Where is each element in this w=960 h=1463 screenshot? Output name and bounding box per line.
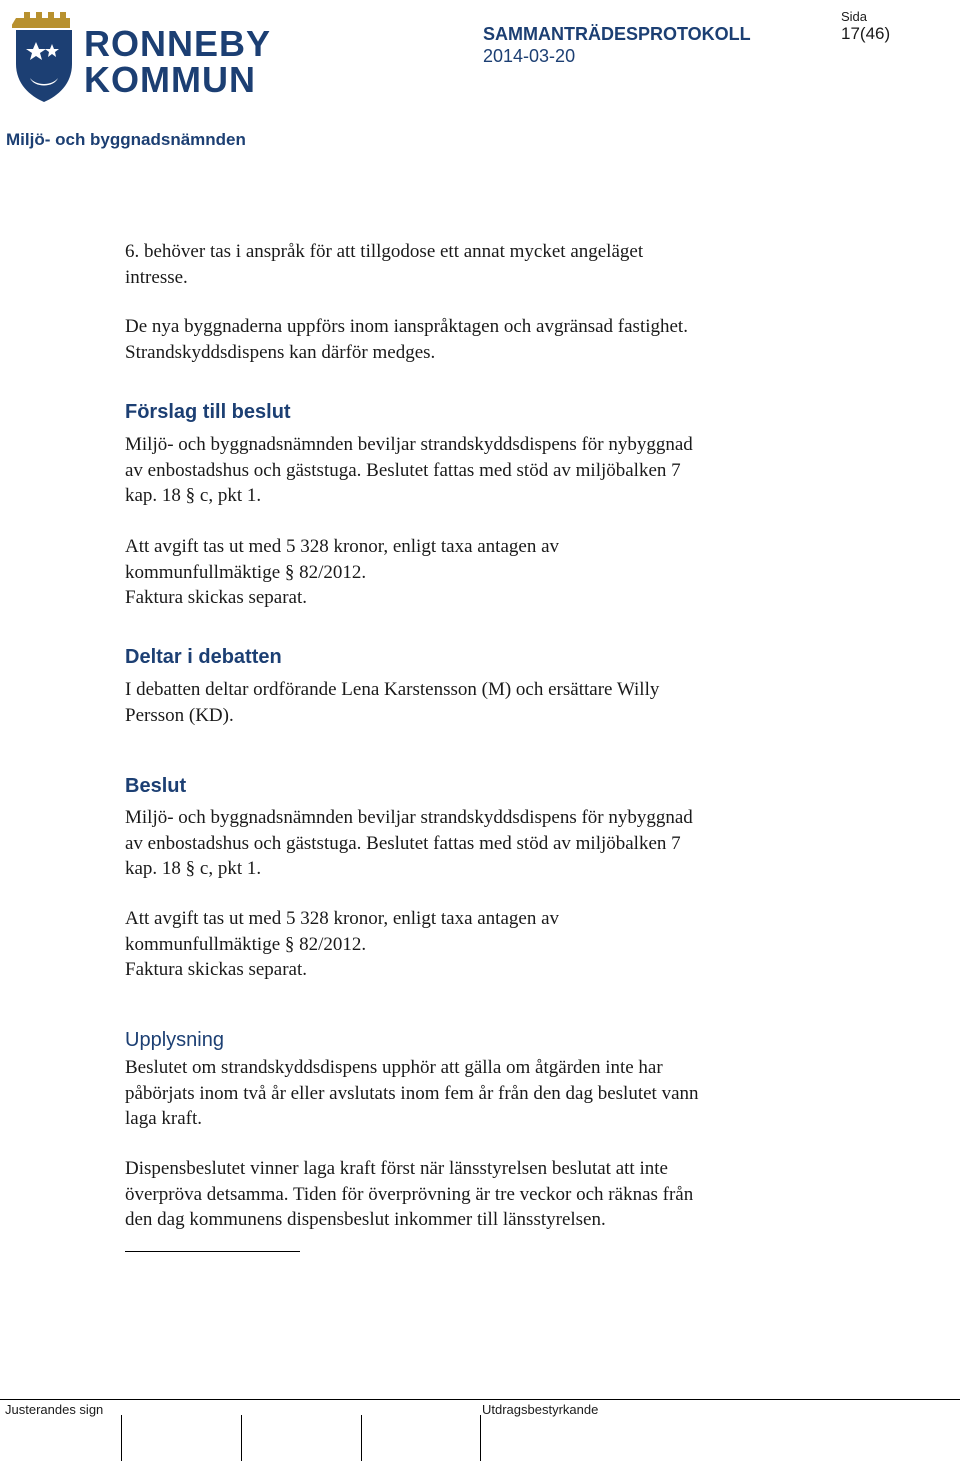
document-type: SAMMANTRÄDESPROTOKOLL — [483, 24, 751, 44]
paragraph-proposal-fee: Att avgift tas ut med 5 328 kronor, enligt taxa antagen av kommunfullmäktige § 82/2012. Faktura skickas separat. — [125, 536, 560, 608]
end-of-section-line — [125, 1251, 300, 1252]
paragraph-proposal: Miljö- och byggnadsnämnden beviljar strandskyddsdispens för nybyggnad av enbostadshus och gäststuga. Beslutet fattas med stöd av miljöbalken 7 kap. 18 § c, pkt 1. — [125, 434, 693, 506]
paragraph-criterion-6: 6. behöver tas i anspråk för att tillgodose ett annat mycket angeläget intresse. — [125, 241, 644, 288]
heading-forslag-till-beslut: Förslag till beslut — [125, 401, 291, 423]
logo-text-kommun: KOMMUN — [84, 59, 256, 100]
logo-text-ronneby: RONNEBY — [84, 23, 272, 64]
page-number: 17(46) — [841, 24, 891, 43]
meeting-date: 2014-03-20 — [483, 46, 576, 66]
signature-box-divider — [121, 1415, 122, 1461]
heading-deltar-i-debatten: Deltar i debatten — [125, 646, 282, 668]
signature-box-divider — [480, 1415, 481, 1461]
signature-box-divider — [241, 1415, 242, 1461]
signature-box-divider — [361, 1415, 362, 1461]
heading-upplysning: Upplysning — [125, 1029, 224, 1051]
paragraph-motivation: De nya byggnaderna uppförs inom ianspråktagen och avgränsad fastighet. Strandskyddsdispens kan därför medges. — [125, 316, 688, 363]
paragraph-decision: Miljö- och byggnadsnämnden beviljar strandskyddsdispens för nybyggnad av enbostadshus och gäststuga. Beslutet fattas med stöd av miljöbalken 7 kap. 18 § c, pkt 1. — [125, 807, 693, 879]
footer-cert-label: Utdragsbestyrkande — [482, 1402, 599, 1417]
kommun-logo — [12, 4, 272, 104]
footer-rule — [0, 1399, 960, 1400]
paragraph-debate: I debatten deltar ordförande Lena Karstensson (M) och ersättare Willy Persson (KD). — [125, 679, 660, 726]
paragraph-appeal-info: Dispensbeslutet vinner laga kraft först när länsstyrelsen beslutat att inte överpröva detsamma. Tiden för överprövning är tre veckor och räknas från den dag kommunens dispensbeslut inkommer till länsstyrelsen. — [125, 1158, 694, 1230]
footer-sign-label: Justerandes sign — [5, 1402, 104, 1417]
paragraph-decision-fee: Att avgift tas ut med 5 328 kronor, enligt taxa antagen av kommunfullmäktige § 82/2012. Faktura skickas separat. — [125, 908, 560, 980]
page-label: Sida — [841, 9, 868, 24]
paragraph-information: Beslutet om strandskyddsdispens upphör att gälla om åtgärden inte har påbörjats inom två år eller avslutats inom fem år från den dag beslutet vann laga kraft. — [125, 1057, 699, 1129]
heading-beslut: Beslut — [125, 775, 187, 797]
department-name: Miljö- och byggnadsnämnden — [6, 130, 246, 149]
coat-of-arms-icon — [12, 4, 76, 104]
signature-footer — [0, 1399, 960, 1463]
